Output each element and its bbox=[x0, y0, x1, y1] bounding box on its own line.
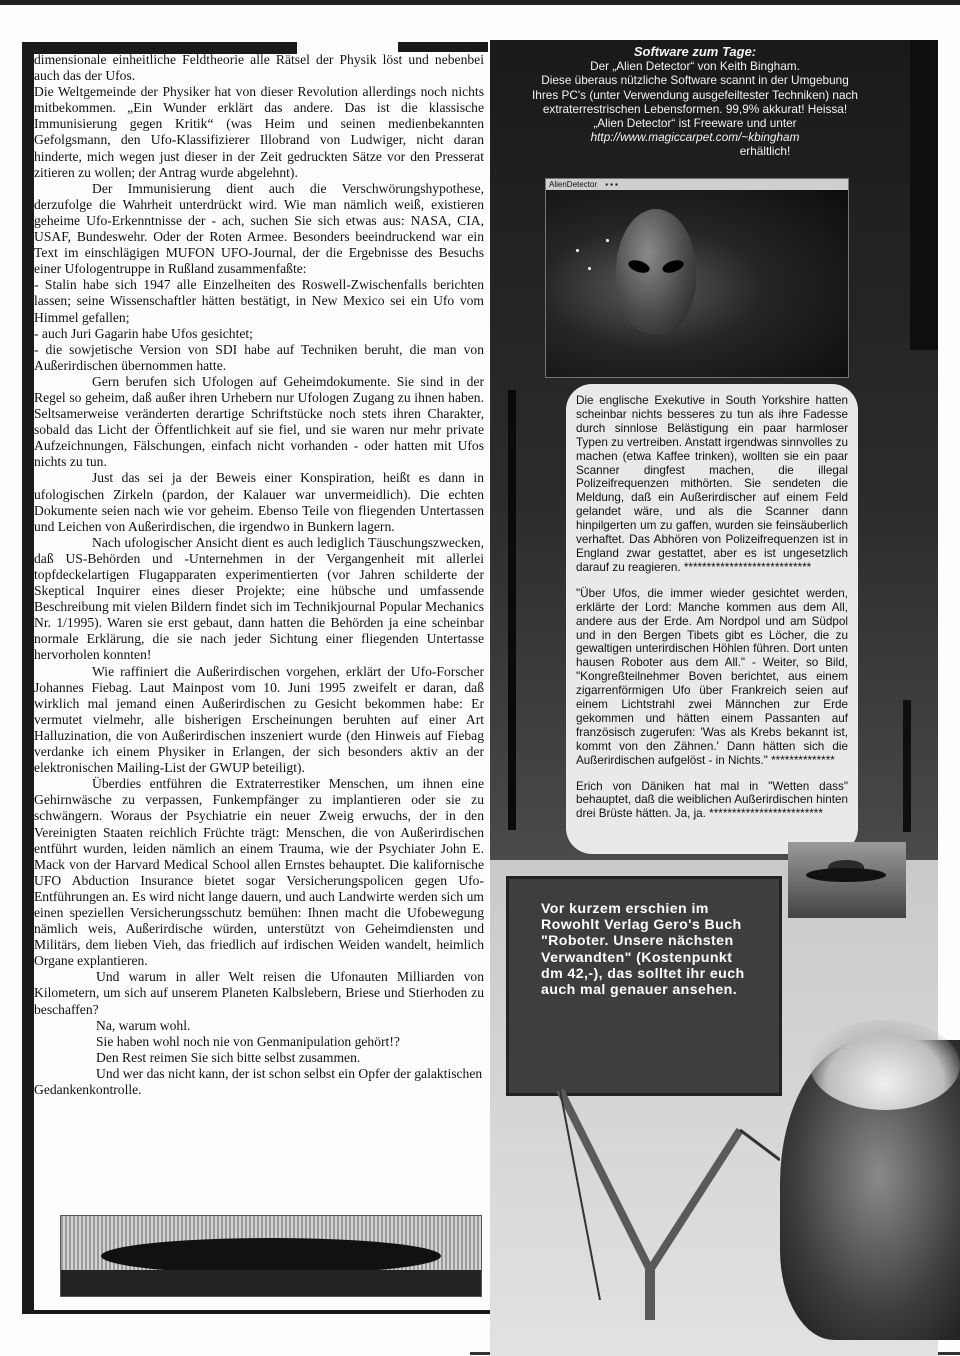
window-buttons-icon: ▪▪▪ bbox=[605, 180, 620, 189]
paragraph: Just das sei ja der Beweis einer Konspiration, heißt es dann in ufologischen Zirkeln (pardon, der Kalauer war unvermeidlich). Die echten Dokumente seien nach wie vor geheim. Ebenso Teile von fliegenden Untertassen und Leichen von Außerirdischen, die irgendwo in Bunkern lagern. bbox=[34, 470, 484, 534]
star-icon bbox=[588, 267, 591, 270]
paragraph: Na, warum wohl. bbox=[96, 1017, 191, 1033]
paragraph: - die sowjetische Version von SDI habe auf Techniken beruht, die man von Außerirdischen übernommen hatte. bbox=[34, 341, 484, 373]
ufo-illustration bbox=[60, 1215, 482, 1297]
software-box bbox=[530, 45, 860, 159]
software-body: Diese überaus nützliche Software scannt in der Umgebung Ihres PC's (unter Verwendung ausgefeiltester Techniken) nach extraterrestrischen Lebensformen. 99,9% akkurat! Heissa! „Alien Detector“ ist Freeware und unter bbox=[532, 73, 858, 131]
slingshot-illustration bbox=[540, 1070, 780, 1320]
book-ad-text: Vor kurzem erschien im Rowohlt Verlag Gero's Buch "Roboter. Unsere nächsten Verwandten" (Kostenpunkt dm 42,-), das solltet ihr euch auch mal genauer ansehen. bbox=[541, 901, 745, 999]
hair-icon bbox=[810, 1020, 960, 1110]
ufo-silhouette bbox=[101, 1238, 441, 1274]
sidebar-paragraph: Die englische Exekutive in South Yorkshire hatten scheinbar nichts besseres zu tun als ihre Fadesse durch sinnlose Belästigung ein paar harmloser Typen zu vertreiben. Anstatt irgendwas sinnvolles zu machen (etwa Kaffee trinken), wollten sie ein paar Scanner dingfest machen, die illegal Polizeifrequenzen mithörten. Sie sendeten die Meldung, daß ein Außerirdischer auf einem Feld gelandet wäre, und als die Scanner dann hinpilgerten um zu gaffen, wurden sie feinsäuberlich verhaftet. Das Abhören von Polizeifrequenzen ist in England zwar gestattet, aber es ist ungesetzlich darauf zu reagieren. **************************** bbox=[576, 394, 848, 574]
decorative-bar bbox=[903, 700, 911, 832]
paragraph: - Stalin habe sich 1947 alle Einzelheiten des Roswell-Zwischenfalls berichten lassen; seine Wissenschaftler hätten bestätigt, in New Mexico sei ein Ufo vom Himmel gefallen; bbox=[34, 277, 484, 325]
star-icon bbox=[576, 249, 579, 252]
ufo-photo bbox=[788, 842, 906, 918]
paragraph: Und warum in aller Welt reisen die Ufonauten Milliarden von Kilometern, um sich auf unserem Planeten Kalbslebern, Briese und Stierhoden zu beschaffen? bbox=[34, 969, 484, 1017]
window-titlebar bbox=[546, 179, 848, 190]
left-border-bar bbox=[22, 42, 34, 1312]
ufo-disc-icon bbox=[806, 868, 886, 882]
software-title: Software zum Tage: bbox=[633, 44, 757, 59]
decorative-bar bbox=[910, 40, 938, 350]
paragraph: Nach ufologischer Ansicht dient es auch lediglich Täuschungszwecken, daß US-Behörden und -Unternehmen in der Vergangenheit mit allerlei topfdeckelartigen Flugapparaten experimentierten (vor Jahren schilderte der Skeptical Inquirer eines dieser Projekte; eine hübsche und umfassende Beschreibung mit vielen Bildern findet sich im Technikjournal Popular Mechanics Nr. 1/1995). Waren sie erst gebaut, dann hatten die Behörden ja eine scheinbar normale Erklärung, die sie nach jeder Sichtung einer fliegenden Untertasse hervorholen konnten! bbox=[34, 534, 484, 663]
sidebar-paragraph: Erich von Däniken hat mal in "Wetten dass" behauptet, daß die weiblichen Außerirdischen hinten drei Brüste hätten. Ja, ja. ************************* bbox=[576, 779, 848, 821]
software-line: Der „Alien Detector“ von Keith Bingham. bbox=[590, 59, 800, 74]
paragraph: Überdies entführen die Extraterrestiker Menschen, um ihnen eine Gehirnwäsche zu verpassen, Funkempfänger zu implantieren oder sie zu schwängern. Woraus der Psychiatrie ein neuer Zweig erwuchs, der in den Vereinigten Staaten reichlich Früchte trägt: Menschen, die von Außerirdischen entführt wurden, leiden nämlich an einem Trauma, wie der Psychiater John E. Mack von der Harvard Medical School allen Ernstes behauptet. Die kalifornische UFO Abduction Insurance bietet sogar Versicherungspolicen gegen Ufo-Entführungen an. Es wird nicht lange dauern, und auch Landwirte werden sich um einen speziellen Versicherungsschutz bemühen: Ihnen macht die Ufobewegung nämlich weis, Außerirdische würden, unterstützt von Geheimdiensten und Militärs, dem lieben Vieh, das friedlich auf irdischen Weiden wandelt, heimlich Organe explantieren. bbox=[34, 776, 484, 969]
paragraph: Wie raffiniert die Außerirdischen vorgehen, erklärt der Ufo-Forscher Johannes Fiebag. Laut Mainpost vom 10. Juni 1995 zweifelt er daran, daß wirklich mal jemand einen Außerirdischen zu Gesicht bekommen habe: Er vermutet vielmehr, alle bisherigen Erscheinungen beruhten auf einer Art Halluzination, die von Außerirdischen inszeniert wurde (den Hinweis auf Fiebag verdanke ich einem Physiker in Erlangen, der sich besonders aktiv an der elektronischen Mailing-List der GWUP beteiligt). bbox=[34, 663, 484, 776]
paragraph: Den Rest reimen Sie sich bitte selbst zusammen. bbox=[96, 1049, 361, 1065]
bottom-rule bbox=[22, 1310, 490, 1314]
sidebar-paragraph: "Über Ufos, die immer wieder gesichtet werden, erklärte der Lord: Manche kommen aus dem All, andere aus der Erde. Am Nordpol und am Südpol und in den Bergen Tibets gibt es Löcher, die zu gewaltigen unterirdischen Höhlen führen. Dort unten hausen Roboter aus dem All." - Weiter, so Bild, "Kongreßteilnehmer Boven berichtet, aus einem zigarrenförmigen Ufo über Frankreich seien auf einem Lichtstrahl zwei Männchen zur Erde gekommen und hätten einem Passanten auf französisch zugerufen: 'Was als Krebs bekannt ist, kommt von den Zähnen.' Dann hätten sich die Außerirdischen aufgelöst - in Nichts." ************** bbox=[576, 586, 848, 767]
star-icon bbox=[606, 239, 609, 242]
paragraph: dimensionale einheitliche Feldtheorie alle Rätsel der Physik löst und nebenbei auch das der Ufos. bbox=[34, 52, 484, 84]
alien-detector-screenshot bbox=[545, 178, 849, 378]
top-border-bar-right bbox=[398, 42, 488, 52]
paragraph: Gern berufen sich Ufologen auf Geheimdokumente. Sie sind in der Regel so geheim, daß außer ihren Urhebern nur Ufologen Zugang zu ihnen haben. Seltsamerweise veränderten derartige Schriftstücke noch stets ihren Charakter, sobald das Licht der Öffentlichkeit auf sie fiel, und sie waren nur mehr private Aufzeichnungen, Fälschungen, einfach nicht vorhanden - oder hatten mit Ufos nichts zu tun. bbox=[34, 373, 484, 470]
einstein-photo bbox=[780, 1040, 960, 1340]
paragraph: Sie haben wohl noch nie von Genmanipulation gehört!? bbox=[96, 1033, 400, 1049]
slingshot-band-icon bbox=[740, 1130, 780, 1160]
window-title: AlienDetector bbox=[549, 180, 598, 189]
book-ad-box bbox=[506, 876, 782, 1096]
top-rule bbox=[0, 0, 960, 5]
paragraph: Der Immunisierung dient auch die Verschwörungshypothese, derzufolge die Wahrheit unterdrückt wird. Wie man nämlich weiß, existieren geheime Ufo-Erkenntnisse der - ach, suchen Sie sich etwas aus: NASA, CIA, USAF, Bundeswehr. Oder der Roten Armee. Besonders beeindruckend war ein Text im einschlägigen MUFON UFO-Journal, der die Ergebnisse des Besuchs einer Ufologentruppe in Rußland zusammenfaßte: bbox=[34, 180, 484, 277]
paragraph: - auch Juri Gagarin habe Ufos gesichtet; bbox=[34, 325, 253, 341]
alien-head-icon bbox=[616, 209, 696, 334]
sidebar-bubble bbox=[566, 384, 858, 854]
paragraph: Und wer das nicht kann, der ist schon selbst ein Opfer der galaktischen Gedankenkontrolle. bbox=[34, 1065, 483, 1097]
landscape-silhouette bbox=[61, 1270, 481, 1297]
article-column bbox=[34, 52, 484, 1098]
slingshot-frame-icon bbox=[560, 1090, 740, 1270]
decorative-bar bbox=[508, 390, 516, 830]
software-url: http://www.magiccarpet.com/~kbingham bbox=[590, 130, 800, 145]
software-tail: erhältlich! bbox=[739, 144, 791, 159]
paragraph: Die Weltgemeinde der Physiker hat von dieser Revolution allerdings noch nichts mitbekommen. „Ein Wunder erklärt das andere. Das ist die klassische Immunisierung gegen Kritik“ (was Heim und seinen medienbekannten Gefolgsmann, den Ufo-Klassifizierer Illobrand von Ludwiger, nicht daran hinderte, mich wegen just dieser in der Zeit gedruckten Sätze vor den Presserat zitieren zu wollen; der Antrag wurde abgelehnt). bbox=[34, 84, 484, 180]
